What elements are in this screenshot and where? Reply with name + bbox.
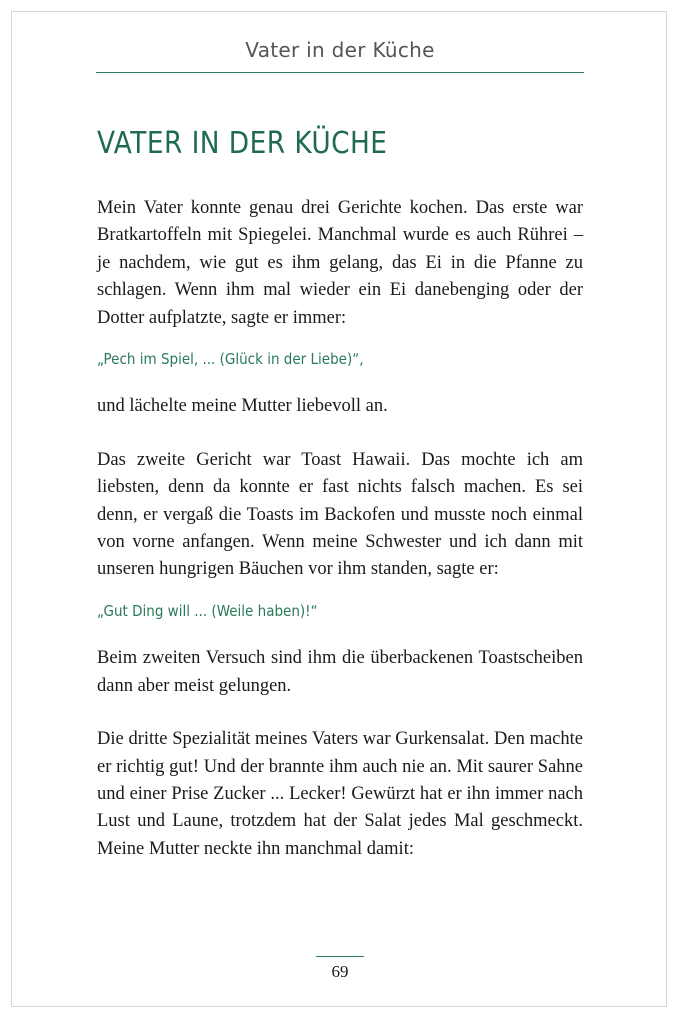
paragraph-5: Die dritte Spezialität meines Vaters war Gurkensalat. Den machte er richtig gut! Und der brannte ihm auch nie an. Mit saurer Sahne und einer Prise Zucker ... Lecker! Gewürzt hat er ihn immer nach Lust und Laune, trotzdem hat der Salat jedes Mal geschmeckt. Meine Mutter neckte ihn manchmal damit: — [97, 729, 583, 859]
body-text — [97, 195, 583, 863]
header-divider — [96, 72, 584, 73]
running-header: Vater in der Küche — [245, 38, 435, 62]
page-number: 69 — [331, 962, 349, 981]
paragraph-2: und lächelte meine Mutter liebevoll an. — [97, 396, 388, 417]
chapter-title: VATER IN DER KÜCHE — [97, 126, 388, 161]
paragraph-4: Beim zweiten Versuch sind ihm die überbackenen Toastscheiben dann aber meist gelungen. — [97, 648, 583, 696]
footer-divider — [316, 956, 364, 957]
quote-2: „Gut Ding will ... (Weile haben)!“ — [97, 601, 318, 620]
paragraph-3: Das zweite Gericht war Toast Hawaii. Das mochte ich am liebsten, denn da konnte er fast nichts falsch machen. Es sei denn, er vergaß die Toasts im Backofen und musste noch einmal von vorne anfangen. Wenn meine Schwester und ich dann mit unseren hungrigen Bäuchen vor ihm standen, sagte er: — [97, 449, 583, 580]
quote-1: „Pech im Spiel, ... (Glück in der Liebe)“, — [97, 350, 364, 369]
paragraph-1: Mein Vater konnte genau drei Gerichte kochen. Das erste war Bratkartoffeln mit Spiegelei. Manchmal wurde es auch Rührei – je nachdem, wie gut es ihm gelang, das Ei in die Pfanne zu schlagen. Wenn ihm mal wieder ein Ei danebenging oder der Dotter aufplatzte, sagte er immer: — [97, 198, 583, 328]
